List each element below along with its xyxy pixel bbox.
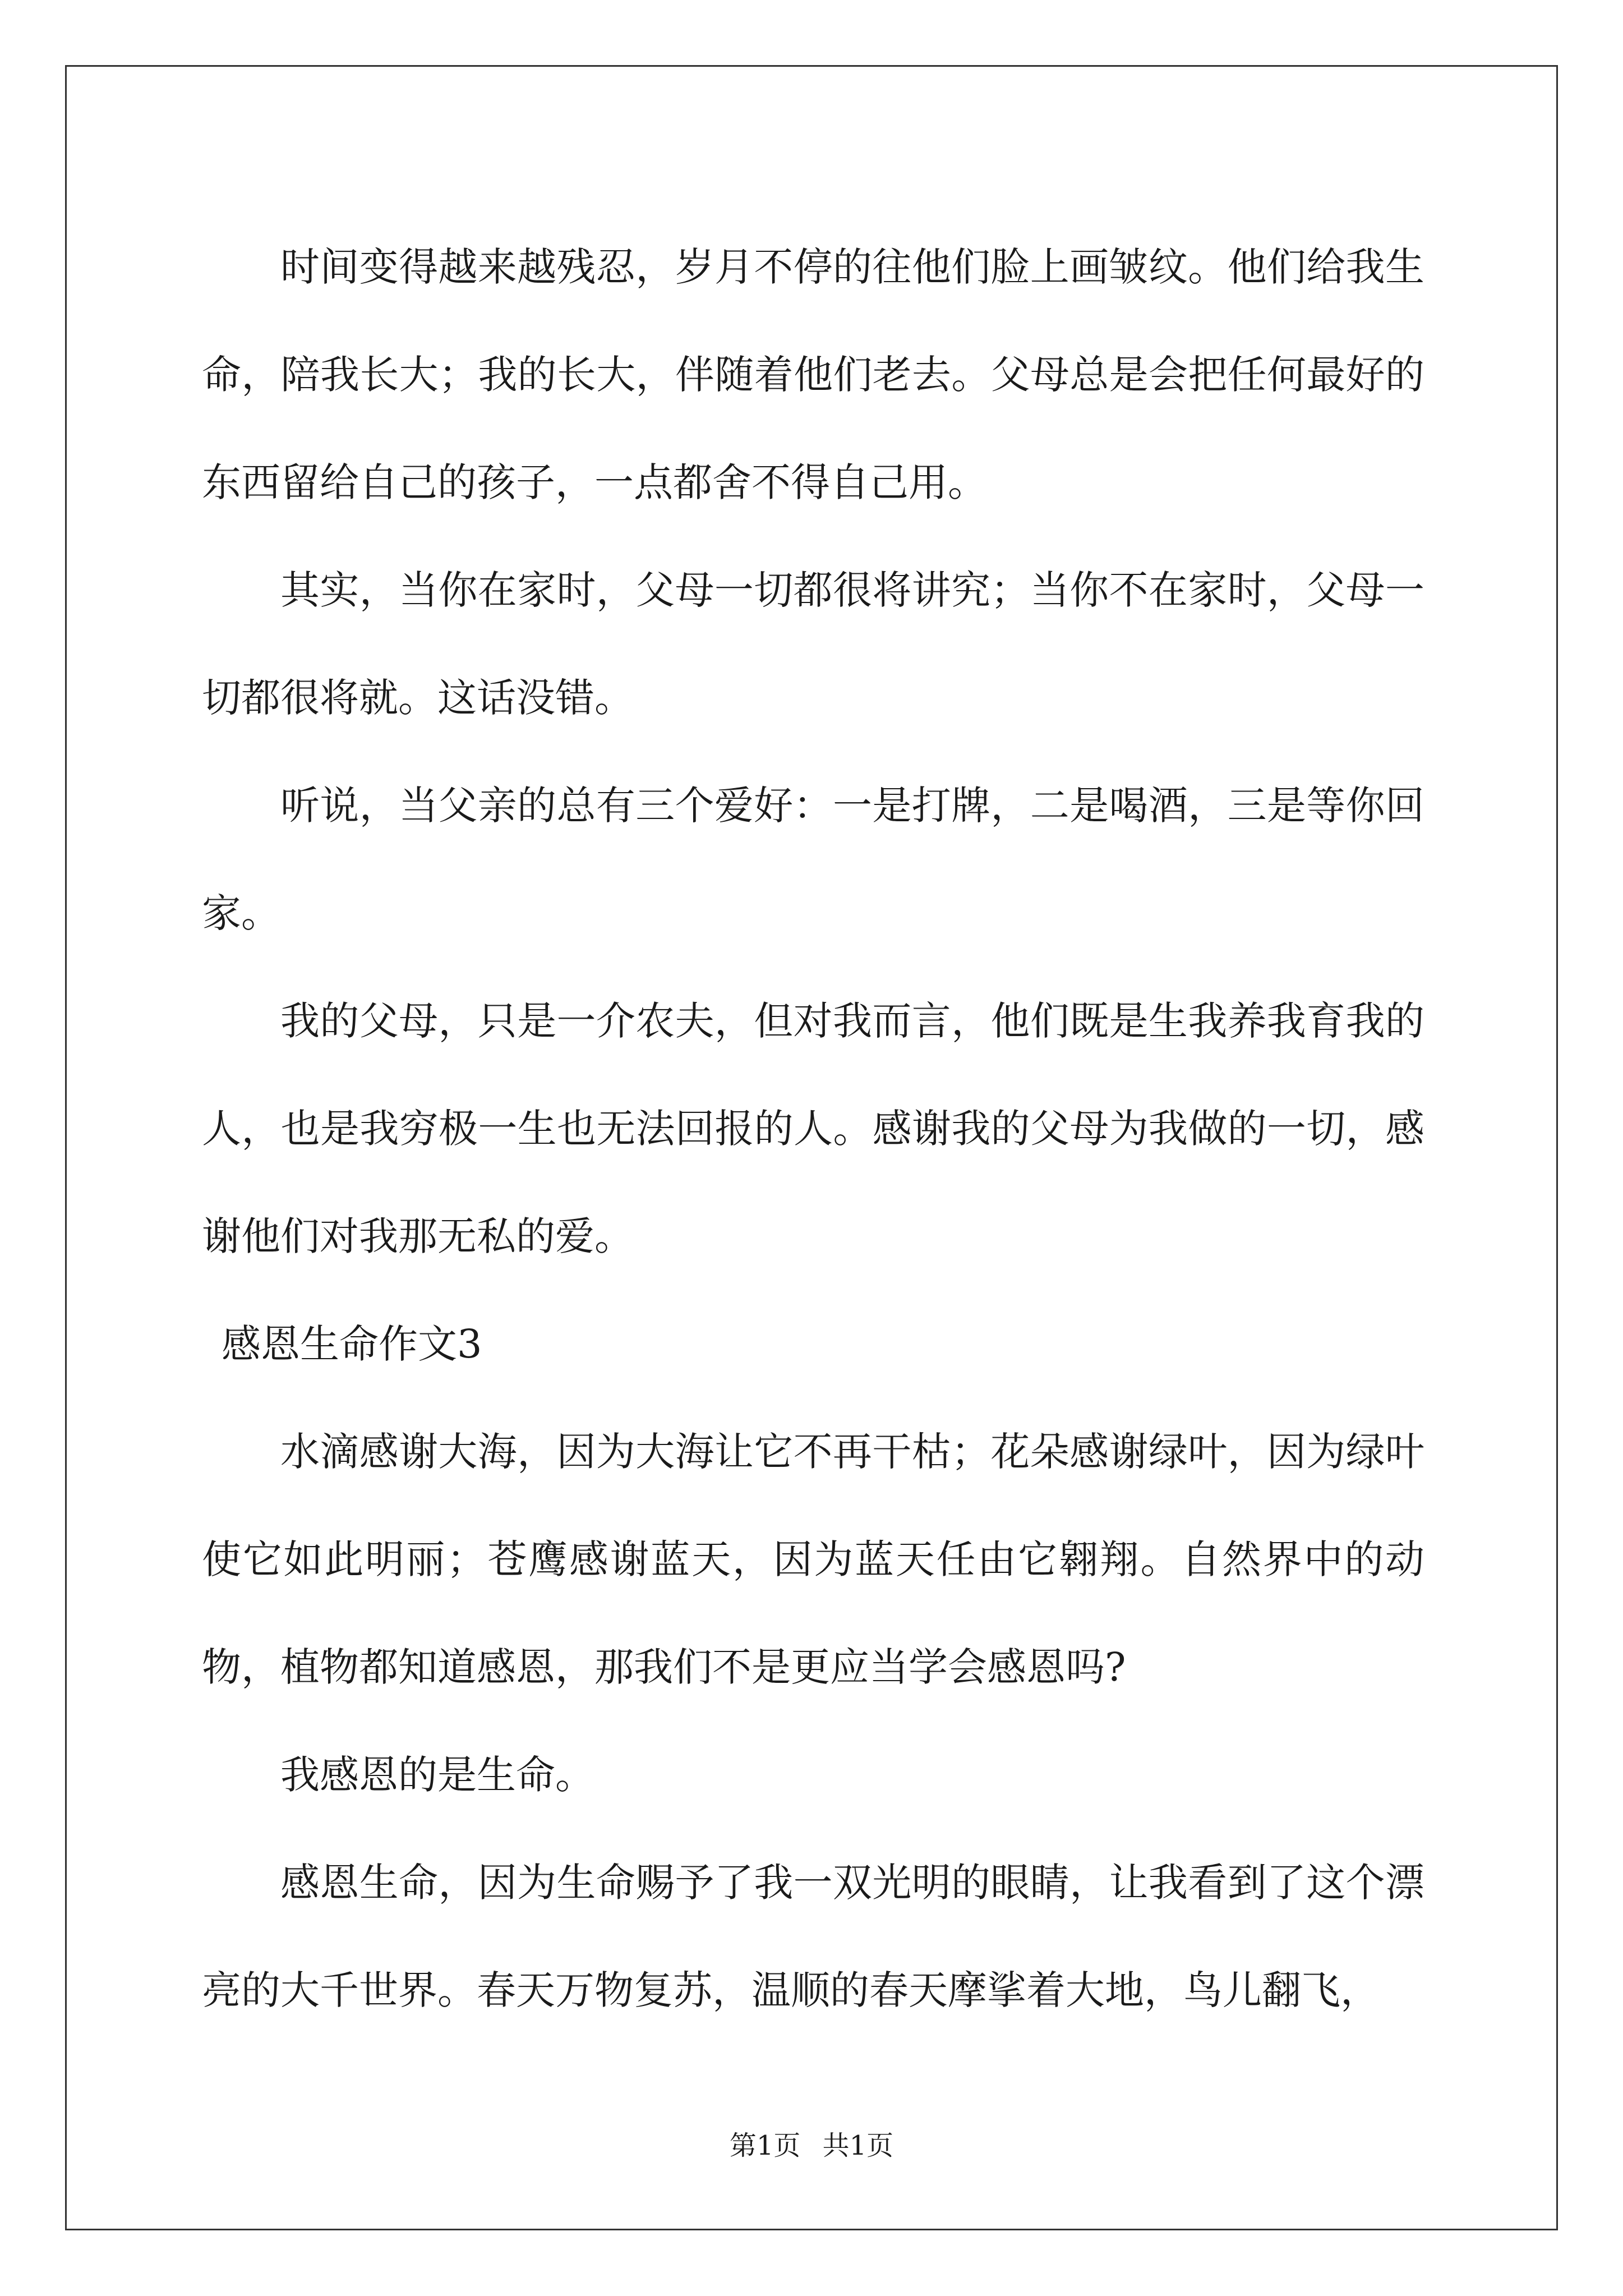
page-number: 第1页 (729, 2130, 801, 2161)
paragraph: 感恩生命，因为生命赐予了我一双光明的眼睛，让我看到了这个漂亮的大千世界。春天万物复苏，温顺的春天摩挲着大地，鸟儿翻飞， (202, 1860, 1424, 2013)
paragraph: 其实，当你在家时，父母一切都很将讲究；当你不在家时，父母一切都很将就。这话没错。 (202, 567, 1424, 721)
page-footer (0, 2129, 1623, 2162)
document-body (202, 213, 1424, 2044)
paragraph: 我的父母，只是一介农夫，但对我而言，他们既是生我养我育我的人，也是我穷极一生也无法回报的人。感谢我的父母为我做的一切，感谢他们对我那无私的爱。 (202, 998, 1424, 1259)
paragraph: 听说，当父亲的总有三个爱好：一是打牌，二是喝酒，三是等你回家。 (202, 783, 1424, 936)
paragraph: 水滴感谢大海，因为大海让它不再干枯；花朵感谢绿叶，因为绿叶使它如此明丽；苍鹰感谢蓝天，因为蓝天任由它翱翔。自然界中的动物，植物都知道感恩，那我们不是更应当学会感恩吗? (202, 1429, 1424, 1690)
paragraph: 时间变得越来越残忍，岁月不停的往他们脸上画皱纹。他们给我生命，陪我长大；我的长大，伴随着他们老去。父母总是会把任何最好的东西留给自己的孩子，一点都舍不得自己用。 (202, 244, 1424, 505)
page-total: 共1页 (822, 2130, 894, 2161)
paragraph: 我感恩的是生命。 (280, 1752, 594, 1798)
section-heading: 感恩生命作文3 (222, 1321, 482, 1367)
